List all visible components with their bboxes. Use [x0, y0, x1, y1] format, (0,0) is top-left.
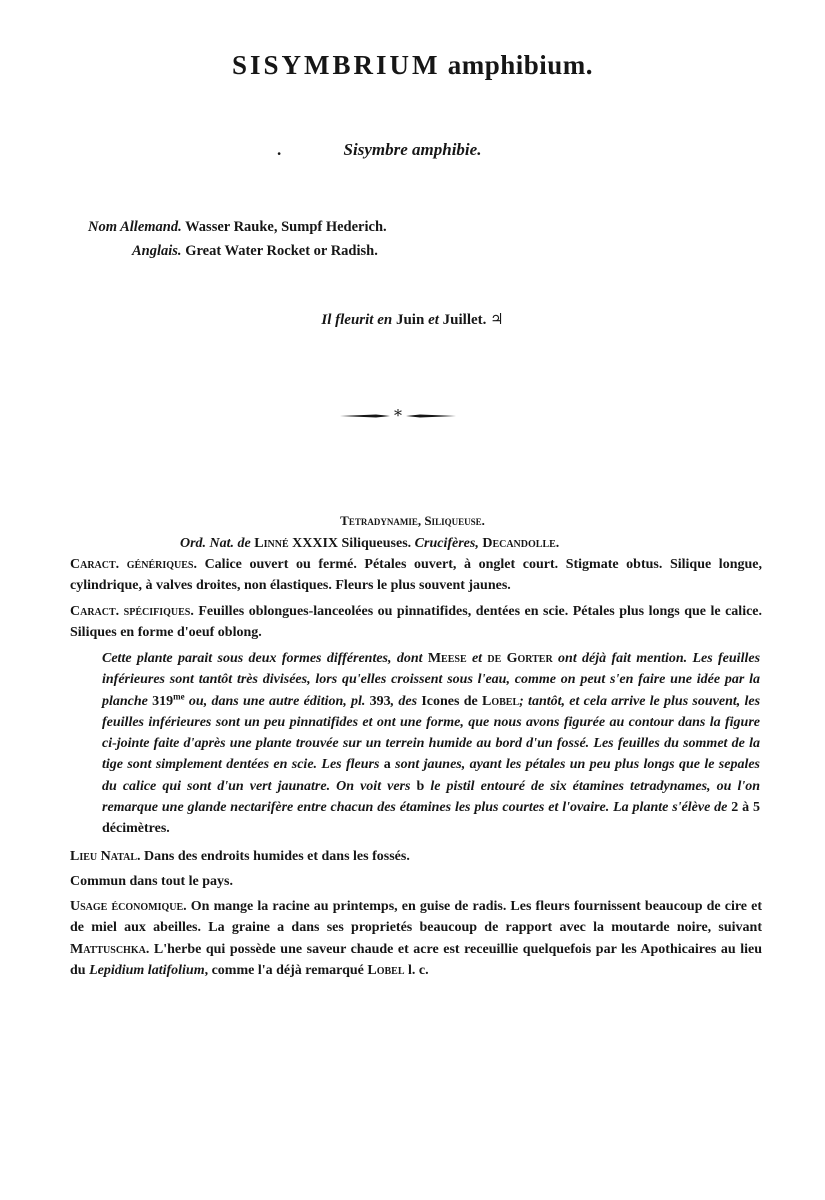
desc-et: et [471, 651, 483, 666]
lepidium-name: Lepidium latifolium [89, 962, 205, 978]
linne-name: Linné [254, 536, 289, 551]
generic-text: Calice ouvert ou fermé. Pétales ouvert, à onglet court. Stigmate obtus. Silique longue, cylindrique, à valves droites, non élastiques. Fleurs le plus souvent jaunes. [70, 557, 762, 594]
english-name-line [132, 243, 378, 260]
habitat-label: Lieu Natal. [70, 849, 141, 864]
desc-text-1: Cette plante parait sous deux formes différentes, dont [102, 651, 423, 666]
usage-author-lobel: Lobel [367, 962, 405, 978]
generic-characters [70, 554, 762, 597]
classification-order [180, 533, 559, 554]
desc-text-4: , des [390, 693, 418, 709]
specific-text: Feuilles oblongues-lanceolées ou pinnatifides, dentées en scie. Pétales plus longs que le calice. Siliques en forme d'oeuf oblong. [70, 604, 763, 641]
habitat-line [70, 846, 410, 867]
author-lobel: Lobel [482, 693, 520, 709]
title-species: amphibium. [447, 50, 594, 80]
usage-text-3: , comme l'a déjà remarqué [204, 962, 364, 978]
figure-ref-b: b [416, 778, 425, 794]
economic-use [70, 896, 762, 981]
usage-text-4: l. c. [408, 962, 429, 978]
generic-label: Caract. génériques. [70, 557, 197, 572]
flowering-text: Il fleurit [321, 312, 374, 328]
subtitle: Sisymbre amphibie. [343, 140, 482, 159]
desc-text-2: ont déjà fait mention. Les feuilles inférieures sont tantôt très divisées, lors qu'elles croissent sous l'eau, comme on peut s'en faire une idée par la planche [102, 651, 761, 709]
flowering-et: et [428, 312, 439, 328]
flowering-line [0, 310, 825, 329]
plate-sup: me [173, 690, 185, 701]
cruciferes: Crucifères, [414, 536, 479, 551]
height-unit: décimètres. [102, 821, 170, 837]
frequency-line: Commun dans tout le pays. [70, 874, 233, 889]
title-genus: SISYMBRIUM [231, 50, 441, 80]
author-mattuschka: Mattuschka. [70, 941, 150, 957]
author-gorter: de Gorter [487, 651, 553, 666]
usage-label: Usage économique. [70, 899, 187, 914]
usage-text-1: On mange la racine au printemps, en guise de radis. Les fleurs fournissent beaucoup de cire et de miel aux abeilles. La graine a dans ses proprietés beaucoup de rapport avec la moutarde noire, suivant [70, 899, 763, 936]
height-to: à [742, 800, 750, 816]
usage-text-2: L'herbe qui possède une saveur chaude et acre est receuillie quelquefois par les Apothicaires au lieu du [70, 941, 763, 978]
subtitle-dot: . [277, 140, 282, 159]
english-label: Anglais. [132, 243, 182, 259]
plate-value: 319 [152, 693, 174, 709]
order-label: Ord. Nat. de [180, 536, 251, 551]
height-max: 5 [753, 800, 760, 816]
specific-label: Caract. spécifiques. [70, 604, 194, 619]
plate-number-alt: 393 [369, 693, 391, 709]
height-min: 2 [731, 800, 739, 816]
english-value: Great Water Rocket or Radish. [185, 243, 378, 259]
german-value: Wasser Rauke, Sumpf Hederich. [185, 219, 387, 235]
perennial-symbol-icon: ♃ [490, 312, 504, 328]
desc-text-5: ; tantôt, et cela arrive le plus souvent, les feuilles inférieures sont un peu pinnatifides et ont une forme, que nous avons figurée au contour dans la figure ci-jointe faite d'après une plante trouvée sur un terrein humide au bord d'un fossé. Les feuilles du sommet de la tige sont simplement dentées en scie. Les fleurs [102, 693, 761, 773]
flowering-en: en [377, 312, 393, 328]
linne-value: XXXIX Siliqueuses. [292, 536, 412, 551]
plate-number [152, 690, 185, 709]
desc-text-3: ou, dans une autre édition, pl. [188, 693, 366, 709]
icones-ref: Icones de [421, 693, 478, 709]
ornament-divider-icon [338, 408, 458, 424]
german-label: Nom Allemand. [88, 219, 182, 235]
desc-text-7: le pistil entouré de six étamines tetradynames, ou l'on remarque une glande nectarifère entre chacun des étamines les plus courtes et l'ovaire. La plante s'élève de [102, 778, 761, 816]
german-name-line [88, 219, 387, 236]
figure-ref-a: a [383, 757, 391, 773]
author-meese: Meese [427, 651, 467, 666]
specific-characters [70, 601, 762, 644]
classification-class: Tetradynamie, Siliqueuse. [340, 513, 485, 528]
habitat-text: Dans des endroits humides et dans les fossés. [144, 849, 410, 864]
svg-text:*: * [394, 408, 402, 424]
desc-text-6: sont jaunes, ayant les pétales un peu plus longs que le sepales du calice qui sont d'un vert jaunatre. On voit vers [102, 757, 761, 794]
flowering-month-june: Juin [395, 312, 425, 328]
decandolle-name: Decandolle. [482, 536, 560, 551]
page-title [0, 50, 825, 81]
description-paragraph [102, 648, 760, 840]
flowering-month-july: Juillet. [442, 312, 487, 328]
